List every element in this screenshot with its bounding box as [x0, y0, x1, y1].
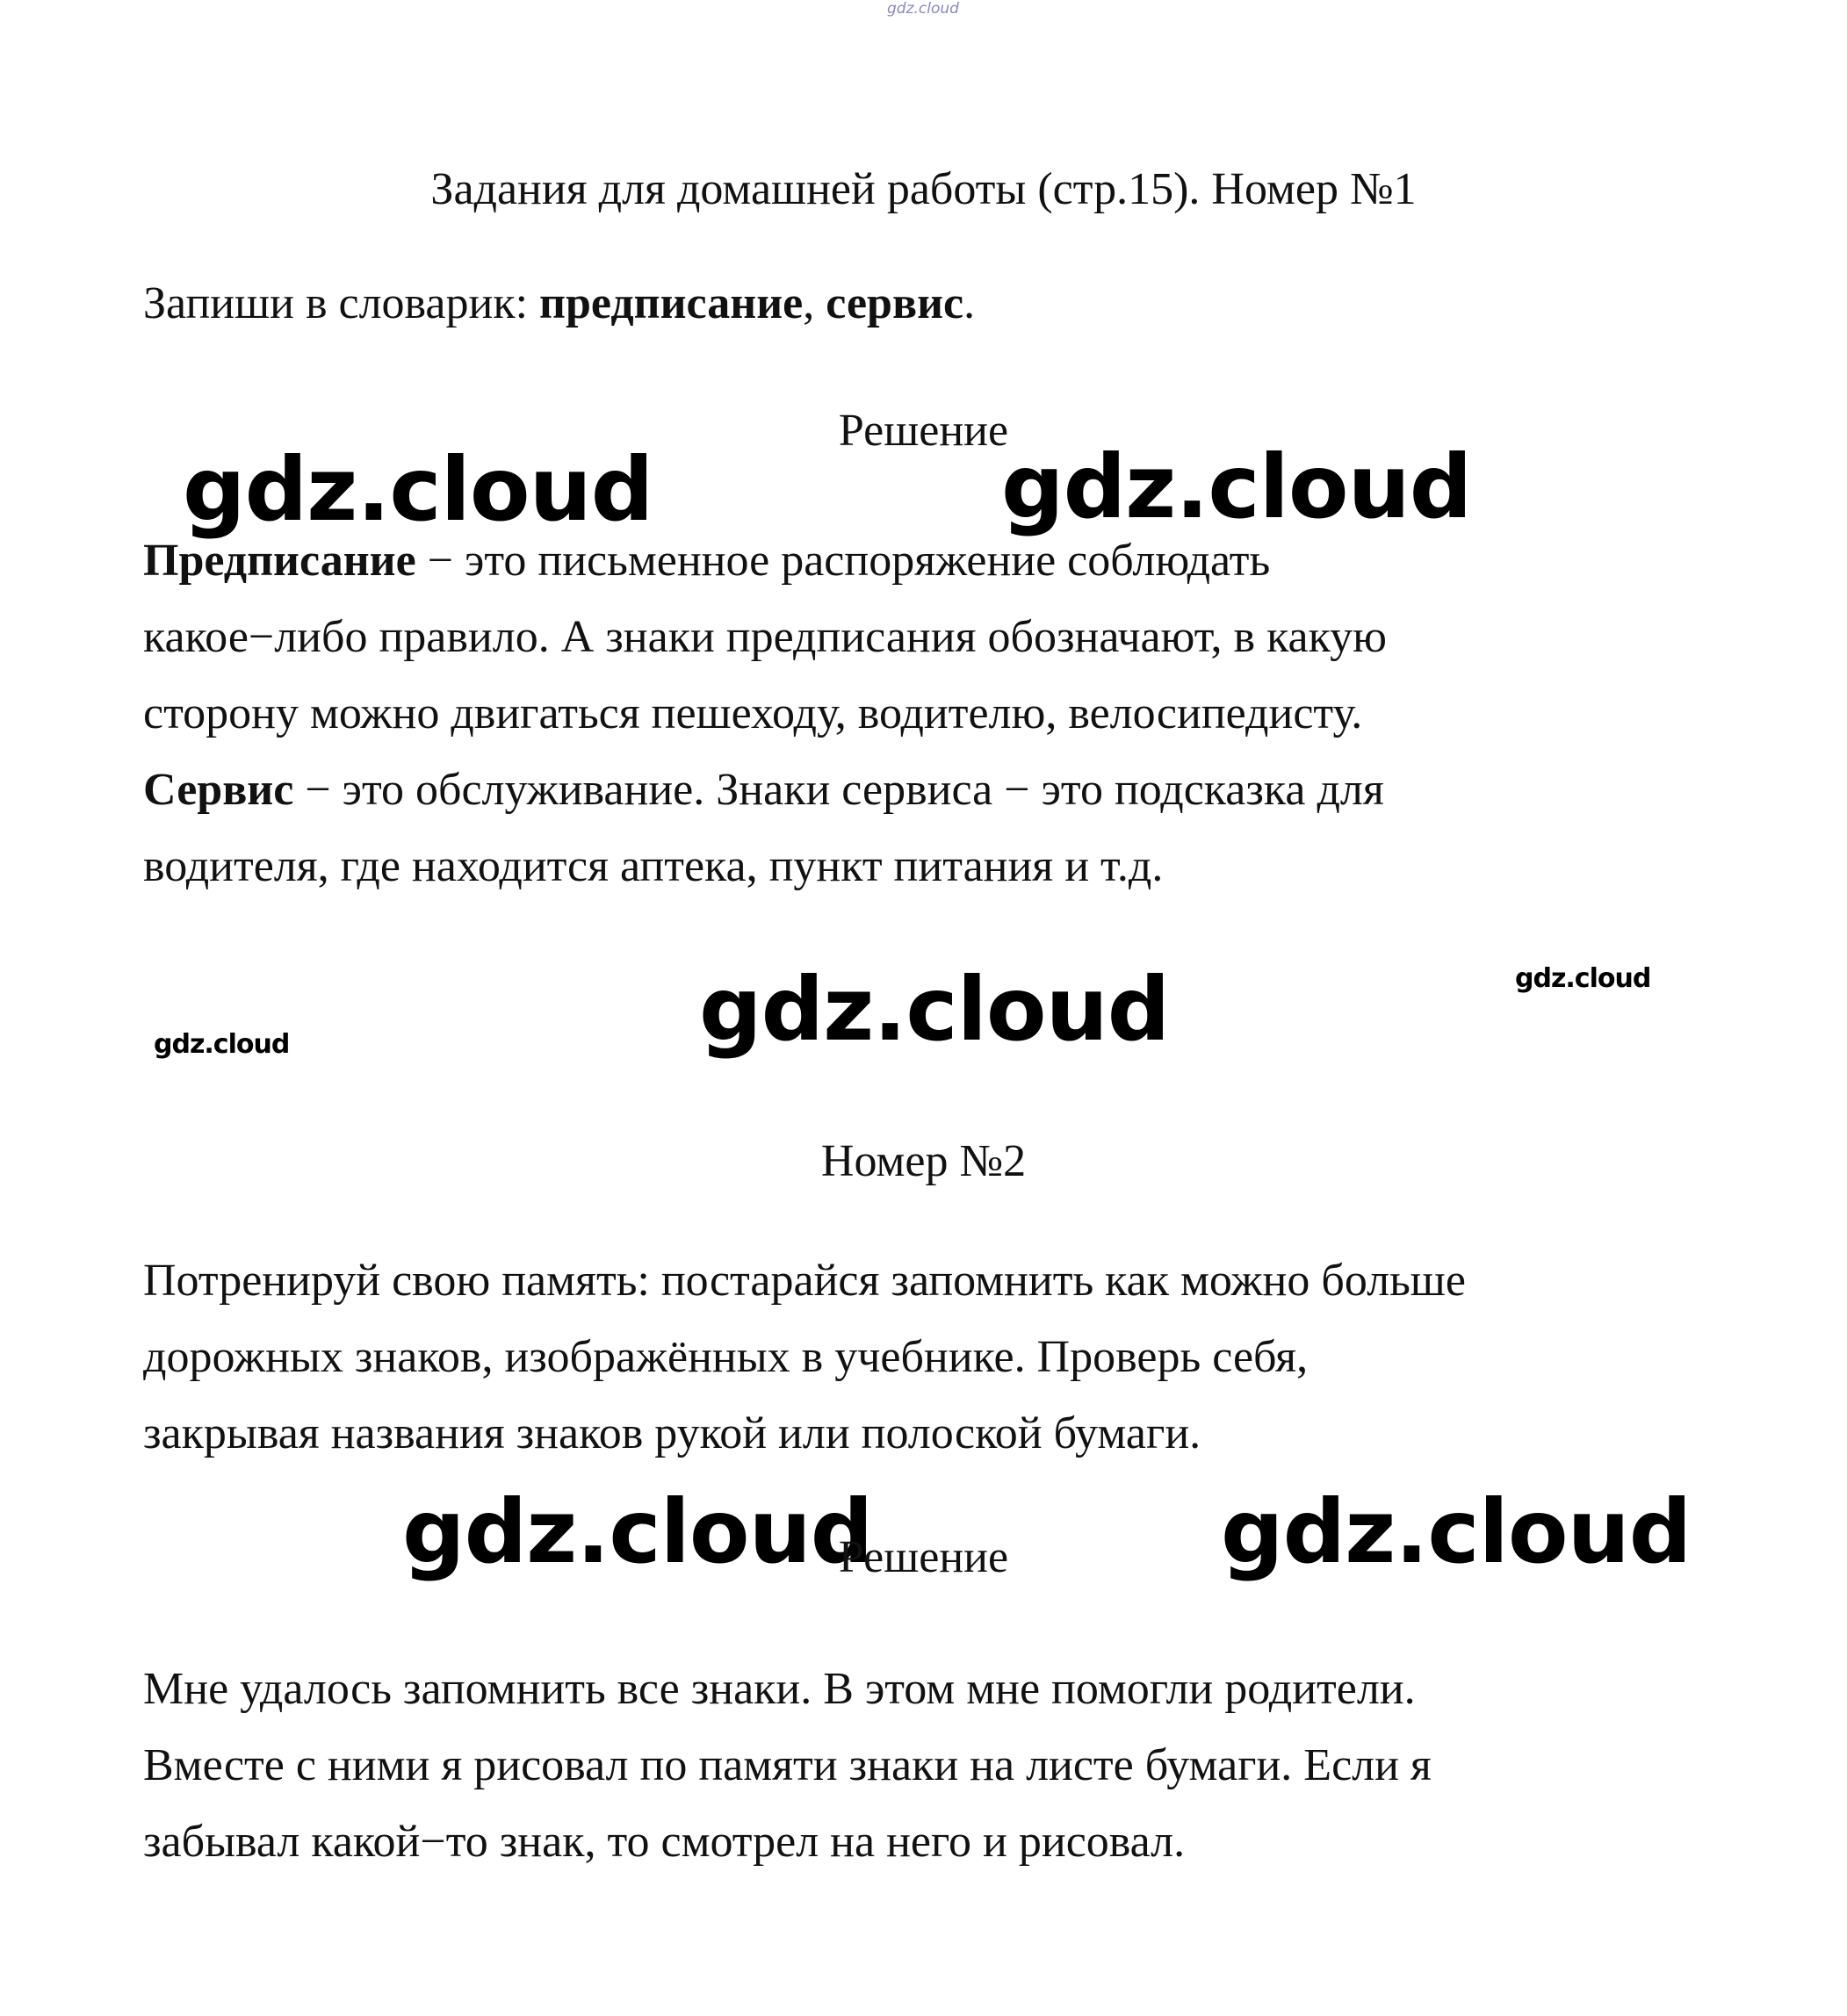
- task1-prompt-prefix: Запиши в словарик:: [143, 278, 540, 328]
- watermark-top: gdz.cloud: [887, 0, 959, 18]
- task2-answer: [143, 1651, 1706, 1880]
- task2-title: Номер №2: [820, 1136, 1027, 1186]
- task1-answer-line3: сторону можно двигаться пешеходу, водителю, велосипедисту.: [143, 688, 1363, 738]
- task1-period: .: [963, 278, 976, 328]
- task1-term1: предписание: [539, 278, 804, 328]
- task2-prompt-line2: дорожных знаков, изображённых в учебнике. Проверь себя,: [143, 1332, 1309, 1382]
- watermark-big-5: gdz.cloud: [1221, 1480, 1692, 1583]
- task1-answer-line1: − это письменное распоряжение соблюдать: [415, 536, 1271, 586]
- task2-prompt-line1: Потренируй свою память: постарайся запомнить как можно больше: [143, 1256, 1466, 1306]
- task2-prompt-line3: закрывая названия знаков рукой или полоской бумаги.: [143, 1408, 1201, 1458]
- watermark-big-1: gdz.cloud: [183, 438, 653, 541]
- watermark-big-4: gdz.cloud: [402, 1480, 873, 1583]
- task1-answer-term1: Предписание: [143, 536, 416, 586]
- watermark-big-2: gdz.cloud: [1001, 436, 1472, 538]
- task2-answer-line2: Вместе с ними я рисовал по памяти знаки на листе бумаги. Если я: [143, 1740, 1432, 1790]
- task1-term2: сервис: [826, 278, 964, 328]
- task1-prompt: [143, 265, 1706, 342]
- task1-answer-line2: какое−либо правило. А знаки предписания обозначают, в какую: [143, 612, 1388, 662]
- task1-answer-line4: − это обслуживание. Знаки сервиса − это подсказка для: [293, 765, 1384, 815]
- task2-answer-line3: забывал какой−то знак, то смотрел на него и рисовал.: [143, 1817, 1186, 1867]
- task2-solution-label: Решение: [838, 1532, 1009, 1582]
- task1-answer-line5: водителя, где находится аптека, пункт питания и т.д.: [143, 841, 1164, 891]
- task2-answer-line1: Мне удалось запомнить все знаки. В этом мне помогли родители.: [143, 1664, 1416, 1714]
- task1-title: Задания для домашней работы (стр.15). Номер №1: [430, 164, 1417, 214]
- watermark-small-left: gdz.cloud: [154, 1029, 290, 1060]
- task1-solution-label: Решение: [838, 406, 1009, 456]
- task1-answer: [143, 522, 1706, 904]
- task1-answer-term2: Сервис: [143, 765, 294, 815]
- watermark-small-right: gdz.cloud: [1515, 963, 1651, 994]
- watermark-big-3: gdz.cloud: [699, 958, 1170, 1061]
- task2-prompt: [143, 1242, 1706, 1472]
- task1-comma: ,: [803, 278, 826, 328]
